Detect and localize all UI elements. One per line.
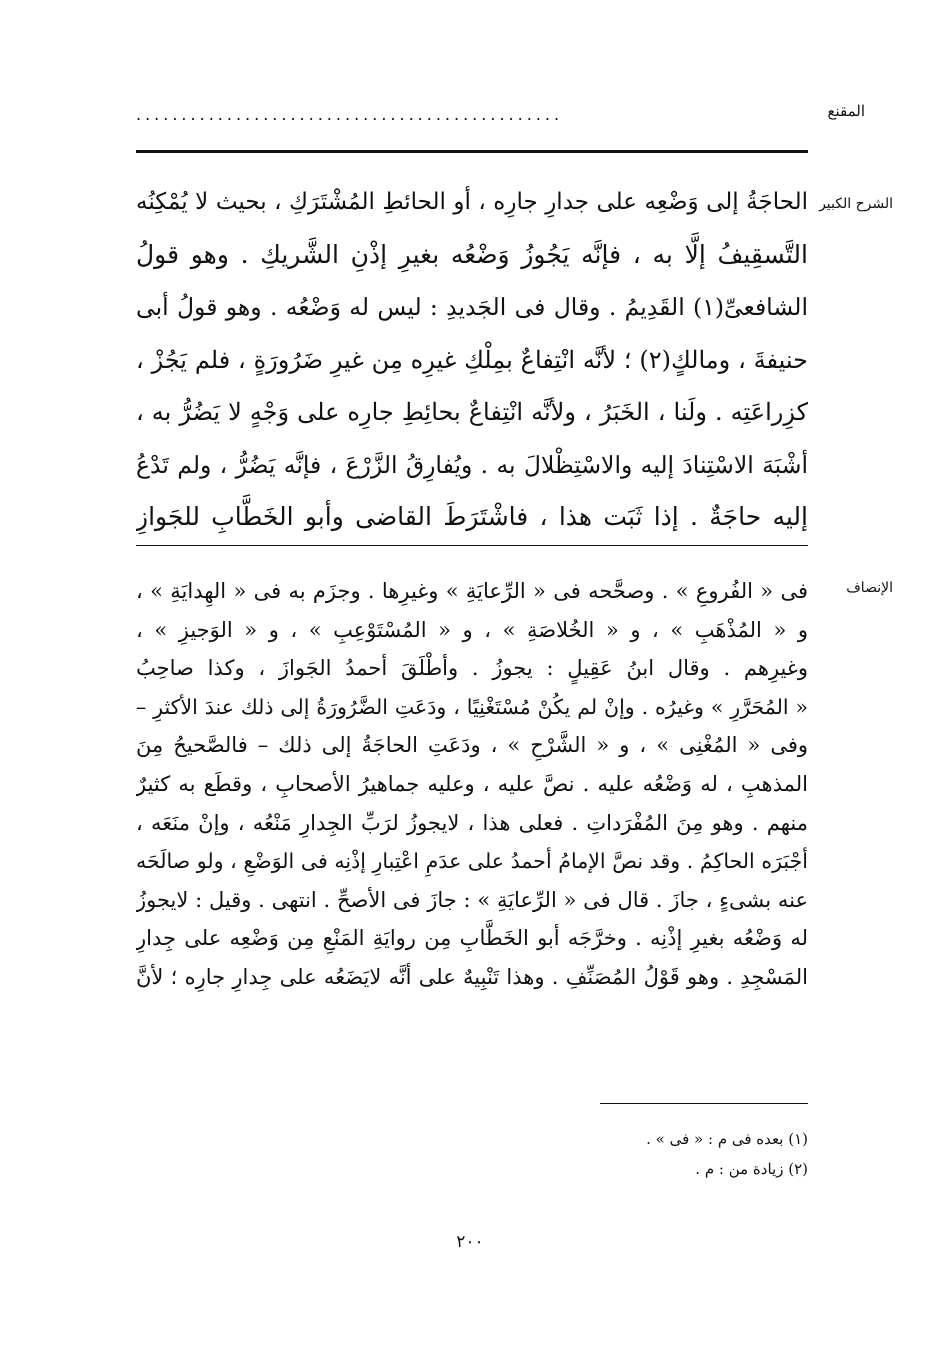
sharh-line: التَّسقِيفُ إلَّا به ، فإنَّه يَجُوزُ وَضْعُه بغيرِ إذْنِ الشَّريكِ . وهو قولُ xyxy=(136,239,808,269)
sharh-text-block xyxy=(136,176,808,544)
sharh-line: الشافعىِّ(١) القَدِيمُ . وقال فى الجَديدِ : ليس له وَضْعُه . وهو قولُ أبى xyxy=(136,293,808,321)
sharh-line: حنيفةَ ، ومالكٍ(٢) ؛ لأنَّه انْتِفاعٌ بمِلْكِ غيرِه مِن غيرِ ضَرُورَةٍ ، فلم يَجُزْ ، xyxy=(136,345,808,374)
insaf-line: منهم . وهو مِنَ المُفْرَداتِ . فعلى هذا ، لايجوزُ لرَبِّ الجِدارِ مَنْعُه ، وإنْ منَعَه ، xyxy=(136,810,808,835)
running-head: المقنع xyxy=(827,102,865,120)
insaf-line: وفى « المُغْنِى » ، و « الشَّرْحِ » ، ودَعَتِ الحاجَةُ إلى ذلك – فالصَّحيحُ مِنَ xyxy=(136,733,808,758)
insaf-line: « المُحَرَّرِ » وغيرُه . وإنْ لم يكُنْ مُسْتَغْنِيًا ، ودَعَتِ الضَّرُورَةُ إلى ذلك عندَ الأكثرِ – xyxy=(136,694,808,719)
sharh-line: أشْبَهَ الاسْتِنادَ إليه والاسْتِظْلالَ به . ويُفارِقُ الزَّرْعَ ، فإنَّه يَضُرُّ ، ولم تَدْعُ xyxy=(136,450,808,479)
insaf-line: المذهبِ ، له وَضْعُه عليه . نصَّ عليه ، وعليه جماهيرُ الأصحابِ ، وقطَع به كثيرٌ xyxy=(136,771,808,796)
sharh-line: الحاجَةُ إلى وَضْعِه على جدارِ جارِه ، أو الحائطِ المُشْتَرَكِ ، بحيث لا يُمْكِنُه xyxy=(136,189,808,215)
footnote: (١) بعده فى م : « فى » . xyxy=(646,1130,808,1148)
insaf-line: له وَضْعُه بغيرِ إذْنِه . وخرَّجَه أبو الخَطَّابِ مِن روايَةِ المَنْعِ مِن وَضْعِه على جِدارِ xyxy=(136,926,808,951)
insaf-line: فى « الفُروعِ » . وصحَّحه فى « الرِّعايَةِ » وغيرِها . وجزَم به فى « الهِدايَةِ » ، xyxy=(136,579,808,603)
page-number: ٢٠٠ xyxy=(456,1232,484,1252)
margin-label-insaf: الإنصاف xyxy=(846,580,893,596)
margin-label-sharh: الشرح الكبير xyxy=(819,196,893,212)
insaf-text-block xyxy=(136,572,808,997)
footnotes xyxy=(646,1124,808,1184)
sharh-line: إليه حاجَةٌ . إذا ثَبَت هذا ، فاشْتَرَطَ القاضى وأبو الخَطَّابِ للجَوازِ xyxy=(136,502,808,531)
insaf-line: وغيرِهم . وقال ابنُ عَقِيلٍ : يجوزُ . وأطْلَقَ أحمدُ الجَوازَ ، وكذا صاحِبُ xyxy=(136,656,808,681)
insaf-line: عنه بشىءٍ ، جازَ . قال فى « الرِّعايَةِ » : جازَ فى الأصحِّ . انتهى . وقيل : لايجوزُ xyxy=(136,887,808,912)
sharh-line: كزِراعَتِه . ولَنا ، الخَبَرُ ، ولأنَّه انْتِفاعٌ بحائِطِ جارِه على وَجْهٍ لا يَضُرُّ به ، xyxy=(136,398,808,426)
insaf-line: و « المُذْهَبِ » ، و « الخُلاصَةِ » ، و « المُسْتَوْعِبِ » ، و « الوَجيزِ » ، xyxy=(136,617,808,642)
footnote-rule xyxy=(600,1103,808,1104)
header-rule xyxy=(136,150,808,153)
footnote: (٢) زيادة من : م . xyxy=(695,1160,808,1178)
insaf-line: أجْبَرَه الحاكِمُ . وقد نصَّ الإمامُ أحمدُ على عدَمِ اعْتِبارِ إذْنِه فى الوَضْعِ ، ولو صالَحَه xyxy=(136,849,808,874)
section-divider xyxy=(136,545,808,546)
header-dotted-leader: ............................................... xyxy=(136,108,564,122)
insaf-line: المَسْجِدِ . وهو قَوْلُ المُصَنِّفِ . وهذا تَنْبِيهٌ على أنَّه لايَضَعُه على جِدارِ جارِه ؛ لأنَّ xyxy=(136,964,808,989)
